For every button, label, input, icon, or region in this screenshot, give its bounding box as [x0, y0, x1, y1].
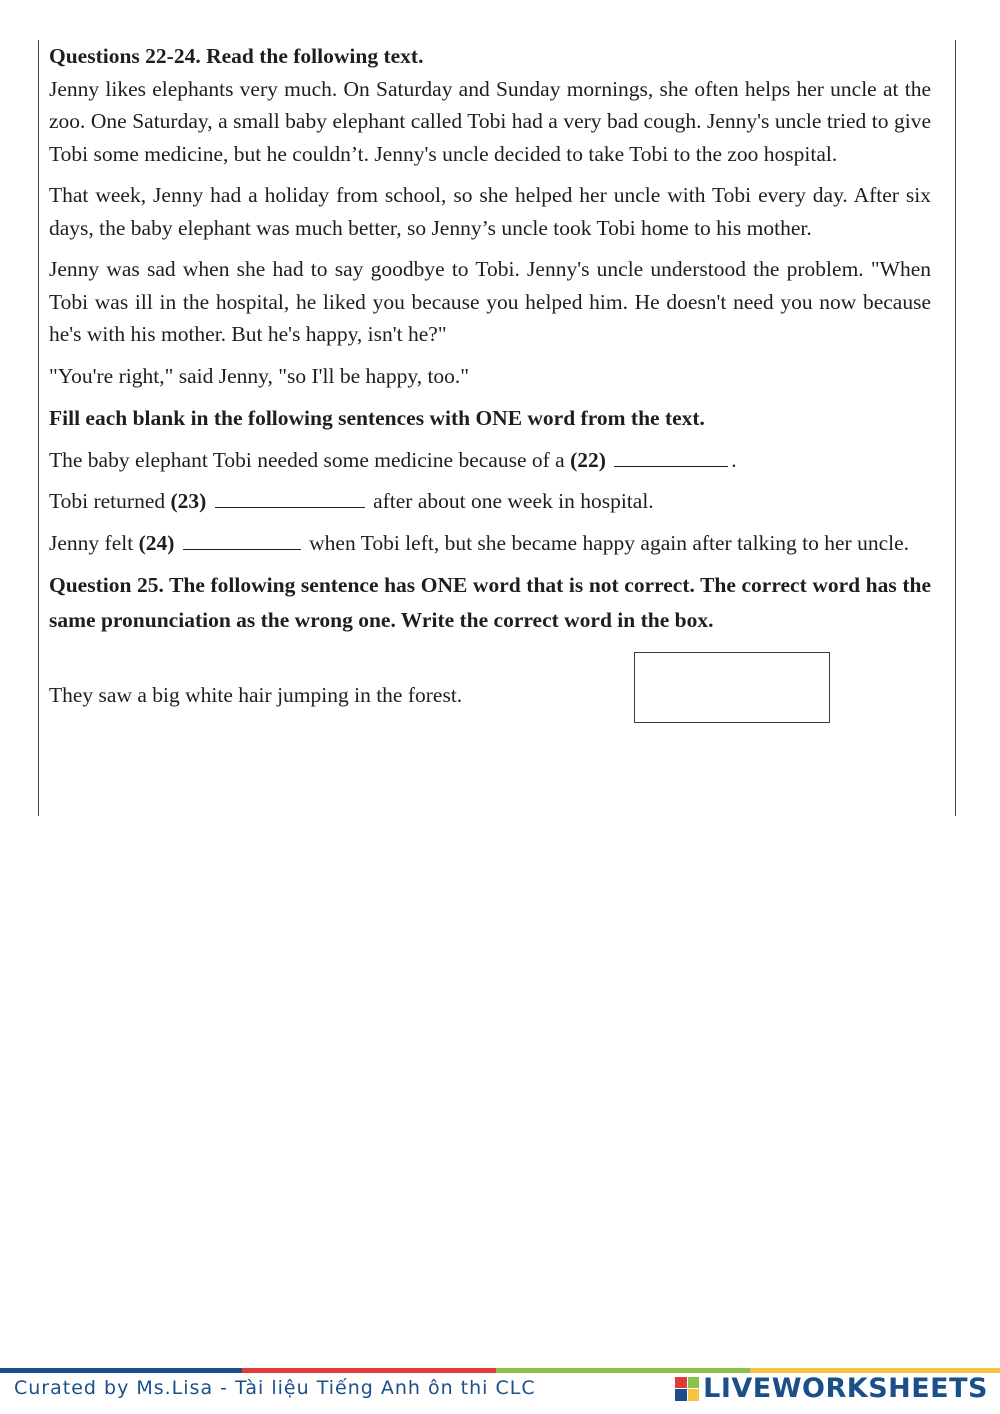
question-24-text: Jenny felt: [49, 530, 134, 555]
liveworksheets-logo-icon: [675, 1377, 699, 1401]
question-25-instruction: Question 25. The following sentence has ONE word that is not correct. The correct word has the same pronunciation as the wrong one. Write the correct word in the box.: [49, 573, 931, 632]
answer-blank-22[interactable]: [614, 446, 728, 467]
fill-blank-instruction: Fill each blank in the following sentences with ONE word from the text.: [49, 406, 705, 430]
footer-stripe-1: [0, 1368, 242, 1373]
reading-paragraph-2: That week, Jenny had a holiday from school, so she helped her uncle with Tobi every day. After six days, the baby elephant was much better, so Jenny’s uncle took Tobi home to his mother.: [49, 183, 931, 240]
reading-paragraph-3: Jenny was sad when she had to say goodbye to Tobi. Jenny's uncle understood the problem. "When Tobi was ill in the hospital, he liked you because you helped him. He doesn't need you now because he's with his mother. But he's happy, isn't he?": [49, 257, 931, 346]
question-23-text: Tobi returned: [49, 489, 166, 513]
answer-blank-23[interactable]: [215, 487, 365, 508]
footer-credit: Curated by Ms.Lisa - Tài liệu Tiếng Anh ôn thi CLC: [14, 1377, 536, 1399]
liveworksheets-brand[interactable]: [675, 1373, 988, 1404]
answer-blank-24[interactable]: [183, 529, 301, 550]
footer-stripe-2: [242, 1368, 496, 1373]
question-22-number: (22): [570, 447, 606, 472]
brand-name: LIVEWORKSHEETS: [703, 1373, 988, 1404]
reading-heading: Questions 22-24. Read the following text.: [49, 44, 424, 68]
worksheet-frame: [38, 40, 956, 816]
question-23-number: (23): [170, 489, 207, 513]
question-23-after: after about one week in hospital.: [373, 489, 654, 513]
question-24-number: (24): [138, 530, 175, 555]
question-22-after: .: [731, 447, 737, 472]
question-25-sentence: They saw a big white hair jumping in the forest.: [49, 683, 463, 707]
question-22-text: The baby elephant Tobi needed some medicine because of a: [49, 447, 565, 472]
question-23: [49, 485, 931, 518]
footer-bar: [0, 1368, 1000, 1414]
question-24: [49, 527, 931, 560]
reading-paragraph-1: Jenny likes elephants very much. On Saturday and Sunday mornings, she often helps her uncle at the zoo. One Saturday, a small baby elephant called Tobi had a very bad cough. Jenny's uncle tried to give Tobi some medicine, but he couldn’t. Jenny's uncle decided to take Tobi to the zoo hospital.: [49, 76, 931, 166]
worksheet-content: [49, 40, 931, 727]
answer-box-25[interactable]: [634, 652, 830, 723]
question-25-row: [49, 652, 931, 727]
question-24-after: when Tobi left, but she became happy again after talking to her uncle.: [309, 530, 910, 555]
reading-paragraph-4: "You're right," said Jenny, "so I'll be happy, too.": [49, 363, 470, 388]
question-22: [49, 444, 931, 477]
